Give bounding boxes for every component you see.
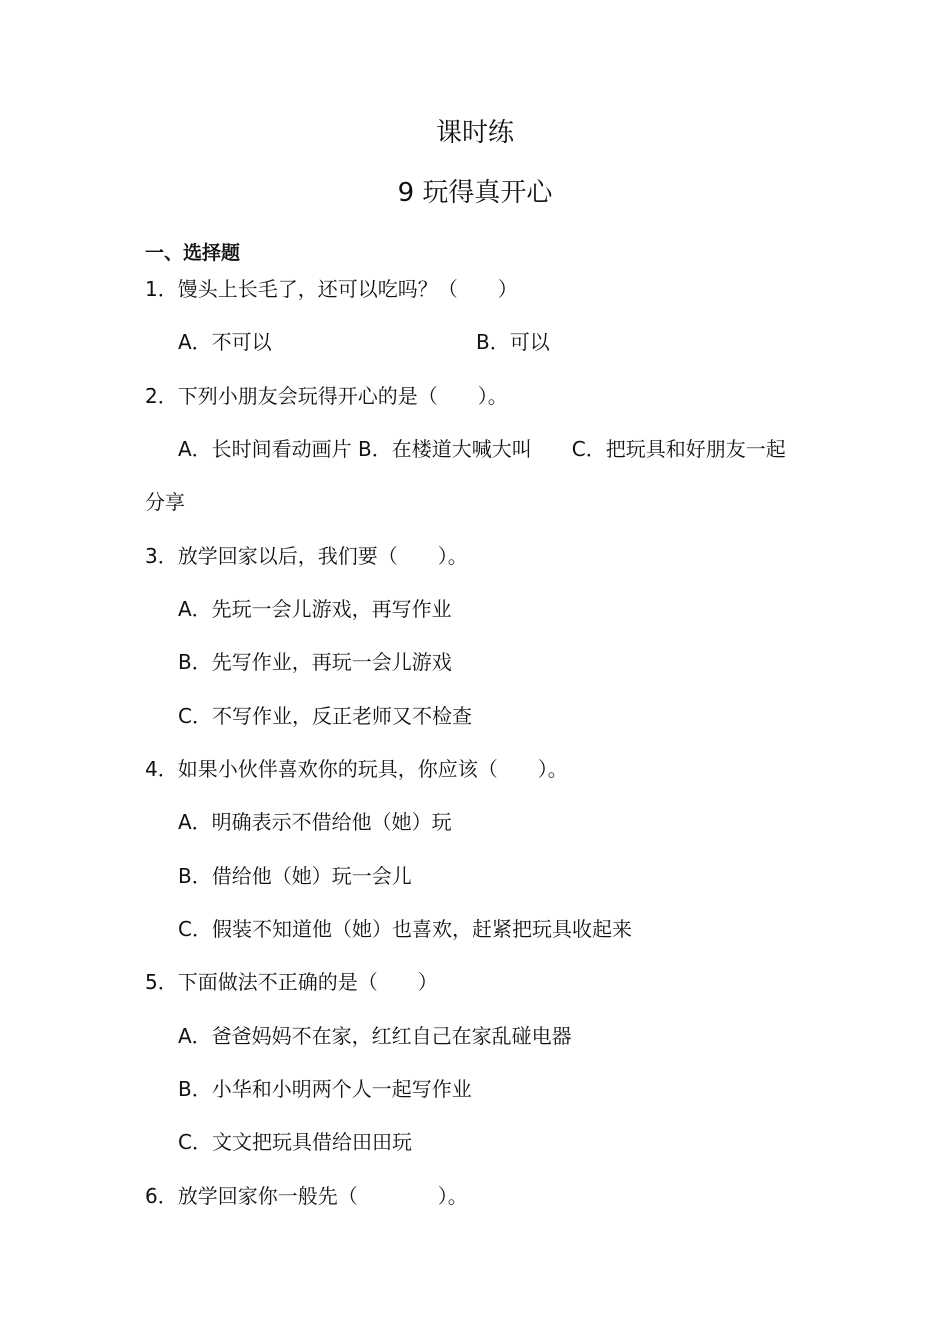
- question-2-stem: 2．下列小朋友会玩得开心的是（ ）。: [145, 384, 508, 408]
- section-heading: 一、选择题: [145, 242, 241, 264]
- question-3-option-b: B．先写作业，再玩一会儿游戏: [178, 650, 452, 674]
- question-1-stem: 1．馒头上长毛了，还可以吃吗？（ ）: [145, 277, 518, 301]
- question-3-stem: 3．放学回家以后，我们要（ ）。: [145, 544, 468, 568]
- page-title: 课时练: [435, 118, 514, 148]
- question-3-option-a: A．先玩一会儿游戏，再写作业: [178, 597, 452, 621]
- lesson-title: 9 玩得真开心: [397, 178, 553, 208]
- question-5-option-a: A．爸爸妈妈不在家，红红自己在家乱碰电器: [178, 1024, 572, 1048]
- question-4-stem: 4．如果小伙伴喜欢你的玩具，你应该（ ）。: [145, 757, 568, 781]
- question-5-option-b: B．小华和小明两个人一起写作业: [178, 1077, 472, 1101]
- question-5-option-c: C．文文把玩具借给田田玩: [178, 1130, 412, 1154]
- question-1-option-b: B．可以: [476, 330, 550, 354]
- question-4-option-a: A．明确表示不借给他（她）玩: [178, 810, 452, 834]
- question-2-options: A．长时间看动画片 B．在楼道大喊大叫 C．把玩具和好朋友一起: [178, 437, 786, 461]
- question-4-option-b: B．借给他（她）玩一会儿: [178, 864, 412, 888]
- question-1-option-a: A．不可以: [178, 330, 272, 354]
- question-5-stem: 5．下面做法不正确的是（ ）: [145, 970, 438, 994]
- question-4-option-c: C．假装不知道他（她）也喜欢，赶紧把玩具收起来: [178, 917, 632, 941]
- question-6-stem: 6．放学回家你一般先（ ）。: [145, 1184, 468, 1208]
- question-2-option-continuation: 分享: [145, 490, 185, 514]
- question-3-option-c: C．不写作业，反正老师又不检查: [178, 704, 472, 728]
